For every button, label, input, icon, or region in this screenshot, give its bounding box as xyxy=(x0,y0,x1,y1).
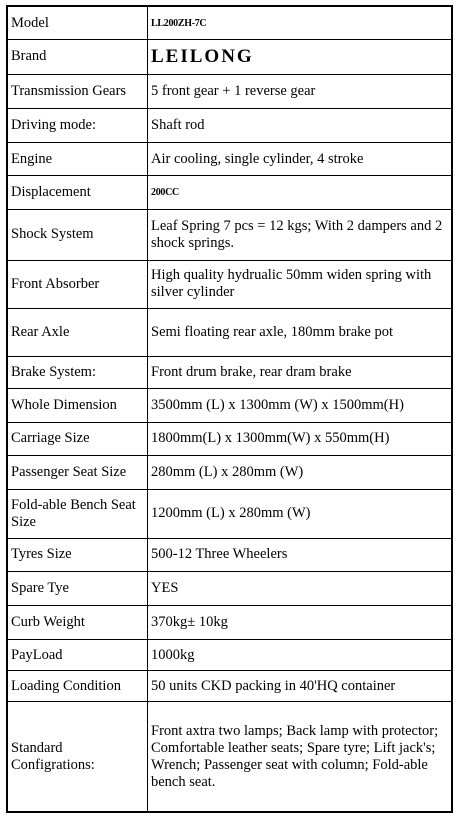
spec-value: 50 units CKD packing in 40'HQ container xyxy=(148,670,452,702)
spec-label: Curb Weight xyxy=(8,605,148,640)
table-row xyxy=(8,40,451,75)
spec-value: Leaf Spring 7 pcs = 12 kgs; With 2 dampers and 2 shock springs. xyxy=(148,209,452,260)
spec-label: Driving mode: xyxy=(8,109,148,143)
table-row xyxy=(8,74,451,109)
spec-value: Front drum brake, rear dram brake xyxy=(148,356,452,389)
table-row xyxy=(8,308,451,356)
spec-value: Air cooling, single cylinder, 4 stroke xyxy=(148,142,452,176)
table-row xyxy=(8,142,451,176)
spec-label: Rear Axle xyxy=(8,308,148,356)
spec-label: PayLoad xyxy=(8,640,148,671)
spec-label: Brake System: xyxy=(8,356,148,389)
spec-label: Whole Dimension xyxy=(8,389,148,423)
spec-label: Carriage Size xyxy=(8,422,148,456)
spec-label: Transmission Gears xyxy=(8,74,148,109)
spec-value: 200CC xyxy=(148,176,452,210)
table-row xyxy=(8,640,451,671)
table-row xyxy=(8,7,451,40)
spec-value: YES xyxy=(148,572,452,606)
spec-value: 370kg± 10kg xyxy=(148,605,452,640)
spec-value: Front axtra two lamps; Back lamp with protector; Comfortable leather seats; Spare tyre; Lift jack's; Wrench; Passenger seat with column; Fold-able bench seat. xyxy=(148,702,452,811)
spec-label: Spare Tye xyxy=(8,572,148,606)
spec-value: LL200ZH-7C xyxy=(148,7,452,40)
table-row xyxy=(8,209,451,260)
spec-value: Semi floating rear axle, 180mm brake pot xyxy=(148,308,452,356)
spec-label: Brand xyxy=(8,40,148,75)
spec-label: Tyres Size xyxy=(8,538,148,572)
table-row xyxy=(8,260,451,308)
spec-value-brand: LEILONG xyxy=(148,40,452,75)
table-row xyxy=(8,109,451,143)
table-row xyxy=(8,356,451,389)
spec-label: Loading Condition xyxy=(8,670,148,702)
spec-value: 280mm (L) x 280mm (W) xyxy=(148,456,452,490)
spec-value: 5 front gear + 1 reverse gear xyxy=(148,74,452,109)
table-row xyxy=(8,176,451,210)
spec-value: 1000kg xyxy=(148,640,452,671)
spec-label: Front Absorber xyxy=(8,260,148,308)
spec-value: High quality hydrualic 50mm widen spring with silver cylinder xyxy=(148,260,452,308)
table-row xyxy=(8,538,451,572)
table-row xyxy=(8,670,451,702)
table-row xyxy=(8,605,451,640)
table-row xyxy=(8,422,451,456)
table-row xyxy=(8,702,451,811)
spec-label: Engine xyxy=(8,142,148,176)
table-row xyxy=(8,456,451,490)
spec-value: Shaft rod xyxy=(148,109,452,143)
spec-value: 500-12 Three Wheelers xyxy=(148,538,452,572)
table-row xyxy=(8,489,451,538)
table-row xyxy=(8,389,451,423)
spec-label: Passenger Seat Size xyxy=(8,456,148,490)
spec-label: Fold-able Bench Seat Size xyxy=(8,489,148,538)
spec-sheet xyxy=(6,5,453,813)
spec-table xyxy=(8,7,451,811)
spec-label: Standard Configrations: xyxy=(8,702,148,811)
spec-label: Model xyxy=(8,7,148,40)
spec-label: Shock System xyxy=(8,209,148,260)
spec-value: 3500mm (L) x 1300mm (W) x 1500mm(H) xyxy=(148,389,452,423)
spec-label: Displacement xyxy=(8,176,148,210)
spec-value: 1800mm(L) x 1300mm(W) x 550mm(H) xyxy=(148,422,452,456)
spec-value: 1200mm (L) x 280mm (W) xyxy=(148,489,452,538)
table-row xyxy=(8,572,451,606)
